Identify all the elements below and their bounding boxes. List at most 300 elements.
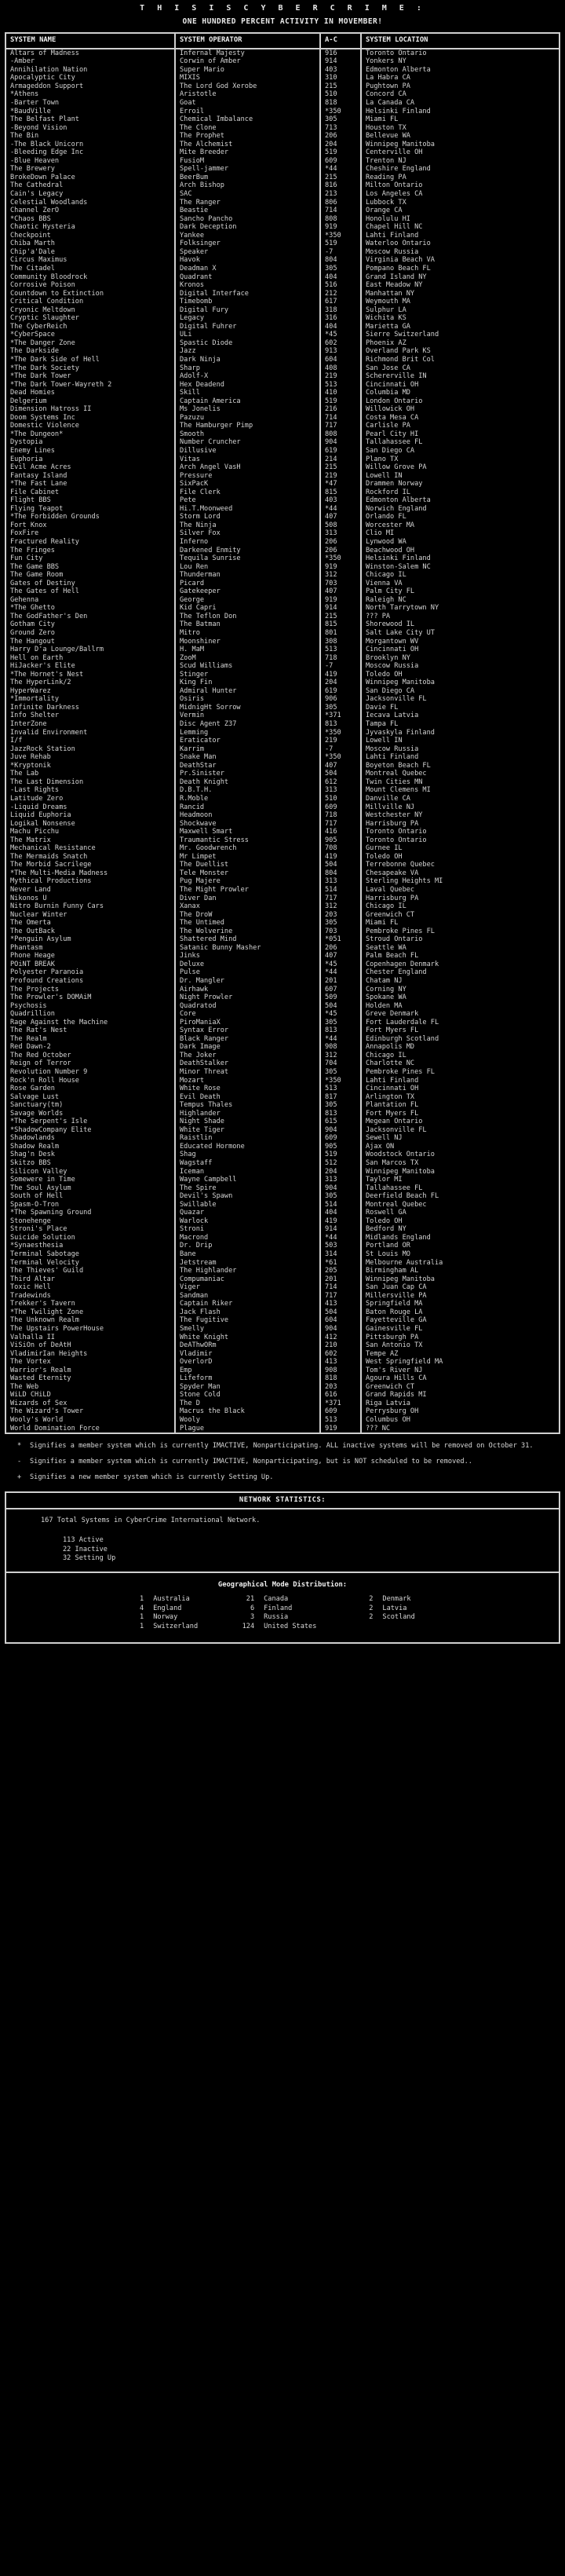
cell-system-name: The OutBack: [6, 928, 175, 936]
cell-system-name: The Wizard's Tower: [6, 1407, 175, 1416]
cell-area-code: 714: [320, 207, 361, 215]
cell-area-code: 604: [320, 356, 361, 364]
cell-system-name: Nikonos U: [6, 895, 175, 903]
cell-system-name: Evil Acme Acres: [6, 463, 175, 472]
cell-system-location: Helsinki Finland: [366, 107, 431, 115]
table-row: [6, 720, 559, 729]
table-row: [6, 223, 559, 232]
cell-area-code: 403: [320, 496, 361, 505]
cell-system-name: Mechanical Resistance: [6, 844, 175, 853]
table-row: [6, 1052, 559, 1060]
table-row: [6, 1085, 559, 1093]
cell-system-location: Melbourne Australia: [366, 1258, 443, 1267]
cell-area-code: 513: [320, 646, 361, 654]
cell-system-name: The Red October: [6, 1052, 175, 1060]
cell-area-code: 519: [320, 1151, 361, 1159]
cell-system-operator: The Duellist: [175, 861, 320, 869]
cell-system-location: Corning NY: [366, 985, 406, 993]
geo-country: Canada: [264, 1595, 289, 1604]
cell-system-operator: Inferno: [175, 538, 320, 547]
cell-system-operator: Karrim: [175, 745, 320, 754]
cell-system-name: ViSiOn of DeAtH: [6, 1341, 175, 1350]
cell-area-code: 818: [320, 99, 361, 108]
cell-system-location: Chicago IL: [366, 902, 406, 911]
systems-table-frame: [5, 32, 560, 1434]
table-row: [6, 1242, 559, 1250]
cell-area-code: *44: [320, 1234, 361, 1242]
cell-system-operator: File Clerk: [175, 488, 320, 497]
cell-system-location: Pompano Beach FL: [366, 264, 431, 273]
cell-system-operator: Folksinger: [175, 240, 320, 248]
table-row: [6, 844, 559, 853]
table-row: [6, 108, 559, 116]
cell-system-name: *Synaesthesia: [6, 1242, 175, 1250]
table-row: [6, 66, 559, 75]
cell-system-operator: Skill: [175, 389, 320, 397]
cell-system-operator: Jack Flash: [175, 1308, 320, 1317]
cell-area-code: 305: [320, 1019, 361, 1027]
cell-system-location: Bellevue WA: [366, 132, 410, 141]
cell-system-operator: Lemming: [175, 729, 320, 737]
cell-area-code: 512: [320, 1159, 361, 1168]
page-subtitle: ONE HUNDRED PERCENT ACTIVITY IN MOVEMBER!: [182, 16, 383, 26]
cell-system-location: Palm City FL: [366, 587, 415, 596]
cell-area-code: 312: [320, 571, 361, 580]
cell-system-location: Chicago IL: [366, 1051, 406, 1059]
systems-table: [6, 34, 559, 1433]
table-row: [6, 778, 559, 787]
cell-system-location: Stroud Ontario: [366, 935, 423, 944]
geo-country: Russia: [264, 1613, 289, 1622]
table-row: [6, 729, 559, 737]
cell-system-name: Dimension Hatross II: [6, 405, 175, 414]
cell-system-operator: The Prophet: [175, 132, 320, 141]
cell-system-location: Greenwich CT: [366, 910, 415, 919]
cell-system-location: Winnipeg Manitoba: [366, 679, 435, 687]
legend-note: [17, 1458, 554, 1466]
cell-system-operator: Ms Jonelis: [175, 405, 320, 414]
cell-system-name: Nitro Burnin Funny Cars: [6, 902, 175, 911]
cell-system-location: Birmingham AL: [366, 1267, 419, 1275]
cell-system-operator: Shockwave: [175, 820, 320, 829]
cell-area-code: 813: [320, 1110, 361, 1118]
cell-system-location: Los Angeles CA: [366, 190, 423, 199]
cell-system-operator: Silver Fox: [175, 529, 320, 538]
cell-system-location: Tallahassee FL: [366, 438, 423, 447]
table-row: [6, 1126, 559, 1135]
cell-system-location: Moscow Russia: [366, 662, 419, 671]
cell-system-name: The Rat's Nest: [6, 1026, 175, 1035]
cell-system-name: The Last Dimension: [6, 778, 175, 787]
cell-system-name: Terminal Sabotage: [6, 1250, 175, 1259]
cell-system-name: The Upstairs PowerHouse: [6, 1325, 175, 1334]
cell-system-name: I/f: [6, 737, 175, 745]
cell-area-code: -7: [320, 745, 361, 754]
cell-area-code: 204: [320, 679, 361, 687]
cell-system-name: POiNT BREAK: [6, 961, 175, 969]
cell-system-operator: MidnigHt Sorrow: [175, 704, 320, 712]
table-header-row: [6, 34, 559, 49]
cell-system-location: Westchester NY: [366, 811, 423, 820]
cell-area-code: 717: [320, 820, 361, 829]
cell-area-code: 215: [320, 613, 361, 621]
cell-system-operator: ULi: [175, 331, 320, 339]
cell-system-operator: Stroni: [175, 1225, 320, 1234]
table-row: [6, 265, 559, 273]
cell-system-operator: Mr Limpet: [175, 853, 320, 862]
cell-system-operator: Vladimir: [175, 1350, 320, 1359]
cell-system-location: Millville NJ: [366, 803, 415, 811]
cell-system-operator: Swillable: [175, 1201, 320, 1209]
table-row: [6, 1101, 559, 1110]
table-row: [6, 620, 559, 629]
cell-system-location: Boyeton Beach FL: [366, 761, 431, 770]
table-row: [6, 430, 559, 439]
cell-system-location: Twin Cities MN: [366, 778, 423, 786]
cell-area-code: 808: [320, 215, 361, 224]
cell-system-location: Raleigh NC: [366, 595, 406, 604]
cell-area-code: 514: [320, 886, 361, 895]
cell-system-location: Brooklyn NY: [366, 653, 410, 662]
cell-system-location: Chesapeake VA: [366, 869, 419, 877]
cell-area-code: 713: [320, 124, 361, 133]
cell-system-name: The Game Room: [6, 571, 175, 580]
cell-area-code: 504: [320, 1308, 361, 1317]
cell-system-name: The Cathedral: [6, 181, 175, 190]
table-row: [6, 273, 559, 282]
cell-system-operator: Mitro: [175, 629, 320, 638]
cell-system-name: *The Twilight Zone: [6, 1308, 175, 1317]
geo-count: 1: [140, 1613, 144, 1622]
cell-area-code: 704: [320, 1059, 361, 1068]
cell-area-code: 407: [320, 587, 361, 596]
cell-system-name: Wizards of Sex: [6, 1400, 175, 1408]
cell-system-name: Nuclear Winter: [6, 911, 175, 920]
cell-system-name: *Kryptonik: [6, 762, 175, 770]
cell-area-code: 215: [320, 174, 361, 182]
table-row: [6, 82, 559, 91]
table-row: [6, 1077, 559, 1085]
network-statistics-box: [5, 1491, 560, 1644]
cell-area-code: 313: [320, 529, 361, 538]
cell-area-code: 815: [320, 620, 361, 629]
cell-area-code: 201: [320, 977, 361, 986]
cell-system-location: San Diego CA: [366, 686, 415, 695]
cell-system-operator: Beastie: [175, 207, 320, 215]
cell-system-location: Wichita KS: [366, 314, 406, 323]
cell-system-location: Plano TX: [366, 455, 399, 463]
geo-count: 3: [250, 1613, 255, 1622]
cell-system-operator: Stone Cold: [175, 1391, 320, 1400]
table-row: [6, 1234, 559, 1242]
column-header-system-location: SYSTEM LOCATION: [361, 34, 559, 49]
table-row: [6, 181, 559, 190]
cell-system-location: Drammen Norway: [366, 480, 423, 488]
table-row: [6, 803, 559, 812]
cell-area-code: 904: [320, 1184, 361, 1193]
table-row: [6, 1250, 559, 1259]
cell-system-name: *The Hornet's Nest: [6, 671, 175, 679]
cell-system-operator: Smelly: [175, 1325, 320, 1334]
cell-system-location: Cheshire England: [366, 165, 431, 174]
page-title: T H I S I S C Y B E R C R I M E :: [140, 4, 425, 13]
cell-system-location: Honolulu HI: [366, 214, 410, 223]
cell-area-code: 519: [320, 397, 361, 406]
cell-system-operator: Stinger: [175, 671, 320, 679]
table-row: [6, 1159, 559, 1168]
cell-area-code: 604: [320, 1316, 361, 1325]
table-row: [6, 207, 559, 215]
cell-area-code: 419: [320, 1217, 361, 1226]
cell-area-code: 416: [320, 828, 361, 836]
legend-note: [17, 1473, 554, 1482]
table-row: [6, 248, 559, 257]
cell-system-location: Phoenix AZ: [366, 338, 406, 347]
cell-area-code: 305: [320, 115, 361, 124]
cell-area-code: 806: [320, 199, 361, 207]
legend-text: Signifies a member system which is currently IMACTIVE, Nonparticipating. ALL inactive systems will be removed on October 31.: [30, 1442, 534, 1451]
cell-system-operator: SixPacK: [175, 480, 320, 488]
cell-system-location: Harrisburg PA: [366, 894, 419, 902]
cell-system-name: Terminal Velocity: [6, 1259, 175, 1268]
table-row: [6, 356, 559, 364]
cell-area-code: 219: [320, 737, 361, 745]
table-row: [6, 902, 559, 911]
cell-system-name: Chiba Marth: [6, 240, 175, 248]
cell-system-location: Pughtown PA: [366, 82, 410, 90]
cell-system-location: Greve Denmark: [366, 1010, 419, 1019]
cell-system-location: Milton Ontario: [366, 181, 423, 190]
cell-system-name: Flight BBS: [6, 496, 175, 505]
table-row: [6, 414, 559, 423]
cell-system-location: Portland OR: [366, 1242, 410, 1250]
cell-system-operator: Legacy: [175, 314, 320, 323]
table-row: [6, 587, 559, 596]
cell-system-name: Ground Zero: [6, 629, 175, 638]
cell-area-code: 914: [320, 1225, 361, 1234]
cell-area-code: 615: [320, 1118, 361, 1126]
table-row: [6, 571, 559, 580]
geo-country: Switzerland: [153, 1622, 199, 1630]
geo-row: [118, 1613, 447, 1623]
cell-area-code: 919: [320, 1425, 361, 1433]
cell-area-code: 513: [320, 1416, 361, 1425]
cell-system-location: Toronto Ontario: [366, 828, 427, 836]
cell-area-code: 816: [320, 181, 361, 190]
cell-system-operator: Goat: [175, 99, 320, 108]
cell-area-code: *350: [320, 1077, 361, 1085]
cell-system-operator: ZooM: [175, 654, 320, 663]
cell-system-location: Moscow Russia: [366, 745, 419, 753]
legend-notes: [17, 1442, 554, 1482]
cell-area-code: *44: [320, 505, 361, 514]
cell-system-location: Perrysburg OH: [366, 1407, 419, 1416]
cell-system-operator: Corwin of Amber: [175, 57, 320, 66]
cell-system-name: Rose Garden: [6, 1085, 175, 1093]
cell-area-code: 205: [320, 1267, 361, 1275]
cell-system-location: Woodstock Ontario: [366, 1151, 435, 1159]
cell-area-code: 318: [320, 306, 361, 315]
cell-system-name: The Web: [6, 1383, 175, 1392]
table-row: [6, 314, 559, 323]
table-row: [6, 861, 559, 869]
cell-system-location: Moscow Russia: [366, 247, 419, 256]
table-row: [6, 456, 559, 464]
cell-system-name: Dystopia: [6, 438, 175, 447]
cell-system-operator: Captain Riker: [175, 1300, 320, 1308]
cell-area-code: 504: [320, 861, 361, 869]
cell-system-name: Chip'a'Dale: [6, 248, 175, 257]
table-row: [6, 1425, 559, 1433]
cell-system-name: *Chaos BBS: [6, 215, 175, 224]
page-header: [0, 0, 565, 26]
cell-system-name: *The Fast Lane: [6, 480, 175, 488]
cell-system-location: Winnipeg Manitoba: [366, 1275, 435, 1283]
geo-country: Latvia: [382, 1604, 407, 1612]
cell-area-code: *350: [320, 729, 361, 737]
cell-system-location: Toledo OH: [366, 670, 403, 679]
cell-system-operator: Spell-jammer: [175, 165, 320, 174]
table-row: [6, 968, 559, 977]
cell-system-name: Euphoria: [6, 456, 175, 464]
cell-system-location: San Marcos TX: [366, 1159, 419, 1168]
table-row: [6, 745, 559, 754]
cell-area-code: *44: [320, 968, 361, 977]
cell-system-location: Mount Clemens MI: [366, 786, 431, 795]
table-row: [6, 795, 559, 803]
cell-system-name: Logikal Nonsense: [6, 820, 175, 829]
cell-system-location: Fort Lauderdale FL: [366, 1018, 439, 1026]
column-header-system-name: SYSTEM NAME: [6, 34, 175, 49]
cell-system-operator: Warlock: [175, 1217, 320, 1226]
cell-system-operator: Xanax: [175, 902, 320, 911]
cell-system-operator: Shattered Mind: [175, 935, 320, 944]
cell-system-operator: Chemical Imbalance: [175, 115, 320, 124]
cell-system-location: Columbus OH: [366, 1415, 410, 1424]
table-row: [6, 1334, 559, 1342]
cell-system-operator: Plague: [175, 1425, 320, 1433]
cell-system-operator: Lifeform: [175, 1374, 320, 1383]
cell-system-operator: The Wolverine: [175, 928, 320, 936]
cell-system-name: *Athens: [6, 90, 175, 99]
table-row: [6, 521, 559, 530]
cell-system-location: Chapel Hill NC: [366, 223, 423, 232]
cell-system-operator: Tele Monster: [175, 869, 320, 878]
table-row: [6, 928, 559, 936]
cell-system-location: Rockford IL: [366, 488, 410, 496]
cell-system-location: Lynwood WA: [366, 538, 406, 546]
cell-system-operator: Macrus the Black: [175, 1407, 320, 1416]
cell-system-name: Phantasm: [6, 944, 175, 953]
cell-area-code: *350: [320, 108, 361, 116]
cell-system-operator: Airhawk: [175, 986, 320, 994]
table-row: [6, 513, 559, 521]
cell-area-code: 817: [320, 1093, 361, 1102]
cell-area-code: 305: [320, 1192, 361, 1201]
table-row: [6, 638, 559, 646]
cell-system-location: Overland Park KS: [366, 347, 431, 356]
cell-system-location: Jacksonville FL: [366, 1125, 427, 1134]
cell-area-code: 609: [320, 1407, 361, 1416]
cell-system-name: The Belfast Plant: [6, 115, 175, 124]
cell-system-operator: Quadrant: [175, 273, 320, 282]
cell-system-location: Grand Island NY: [366, 273, 427, 281]
cell-system-operator: Core: [175, 1010, 320, 1019]
cell-system-operator: Educated Hormone: [175, 1143, 320, 1151]
cell-system-location: Ajax ON: [366, 1142, 395, 1151]
cell-area-code: *61: [320, 1259, 361, 1268]
cell-system-name: *The Serpent's Isle: [6, 1118, 175, 1126]
cell-system-operator: Maxwell Smart: [175, 828, 320, 836]
cell-system-location: Salt Lake City UT: [366, 629, 435, 638]
geo-count: 2: [369, 1604, 374, 1612]
table-row: [6, 74, 559, 82]
geo-country: Denmark: [382, 1595, 411, 1604]
cell-system-operator: Kid Capri: [175, 604, 320, 613]
table-row: [6, 90, 559, 99]
table-row: [6, 671, 559, 679]
cell-system-location: Chester England: [366, 968, 427, 977]
cell-system-operator: White Knight: [175, 1334, 320, 1342]
cell-system-location: Taylor MI: [366, 1176, 403, 1184]
cell-system-name: Harry D'a Lounge/Ballrm: [6, 646, 175, 654]
cell-system-name: Machu Picchu: [6, 828, 175, 836]
table-row: [6, 762, 559, 770]
cell-system-name: Silicon Valley: [6, 1168, 175, 1176]
cell-area-code: 408: [320, 364, 361, 373]
cell-area-code: 316: [320, 314, 361, 323]
cell-area-code: 714: [320, 414, 361, 423]
cell-system-name: Savage Worlds: [6, 1110, 175, 1118]
cell-system-name: *The Dark Side of Hell: [6, 356, 175, 364]
cell-system-name: The Matrix: [6, 836, 175, 845]
table-row: [6, 372, 559, 381]
cell-system-name: *Penguin Asylum: [6, 935, 175, 944]
cell-system-operator: Number Cruncher: [175, 438, 320, 447]
cell-system-operator: White Tiger: [175, 1126, 320, 1135]
table-row: [6, 538, 559, 547]
cell-system-name: The Hangout: [6, 638, 175, 646]
cell-system-name: South of Hell: [6, 1192, 175, 1201]
cell-system-operator: Mite Breeder: [175, 148, 320, 157]
cell-system-name: The Thieves' Guild: [6, 1267, 175, 1275]
cell-system-location: Seattle WA: [366, 943, 406, 952]
cell-area-code: 413: [320, 1358, 361, 1367]
cell-system-operator: Highlander: [175, 1110, 320, 1118]
cell-system-name: The Projects: [6, 986, 175, 994]
cell-system-name: Third Altar: [6, 1275, 175, 1284]
cell-area-code: 312: [320, 902, 361, 911]
table-row: [6, 1201, 559, 1209]
cell-system-name: Gehenna: [6, 596, 175, 605]
table-row: [6, 1134, 559, 1143]
legend-text: Signifies a member system which is currently IMACTIVE, Nonparticipating, but is NOT scheduled to be removed..: [30, 1458, 472, 1466]
table-row: [6, 935, 559, 944]
table-row: [6, 919, 559, 928]
cell-area-code: 602: [320, 1350, 361, 1359]
cell-system-location: Agoura Hills CA: [366, 1374, 427, 1383]
cell-area-code: 313: [320, 1176, 361, 1184]
cell-system-name: -Beyond Vision: [6, 124, 175, 133]
cell-system-location: Carlisle PA: [366, 422, 410, 430]
cell-area-code: 215: [320, 463, 361, 472]
cell-system-operator: The D: [175, 1400, 320, 1408]
cell-system-operator: Dr. Drip: [175, 1242, 320, 1250]
geo-count: 1: [140, 1622, 144, 1630]
cell-system-operator: DeathStalker: [175, 1059, 320, 1068]
cell-system-operator: Admiral Hunter: [175, 687, 320, 696]
cell-system-location: Roswell GA: [366, 1209, 406, 1217]
